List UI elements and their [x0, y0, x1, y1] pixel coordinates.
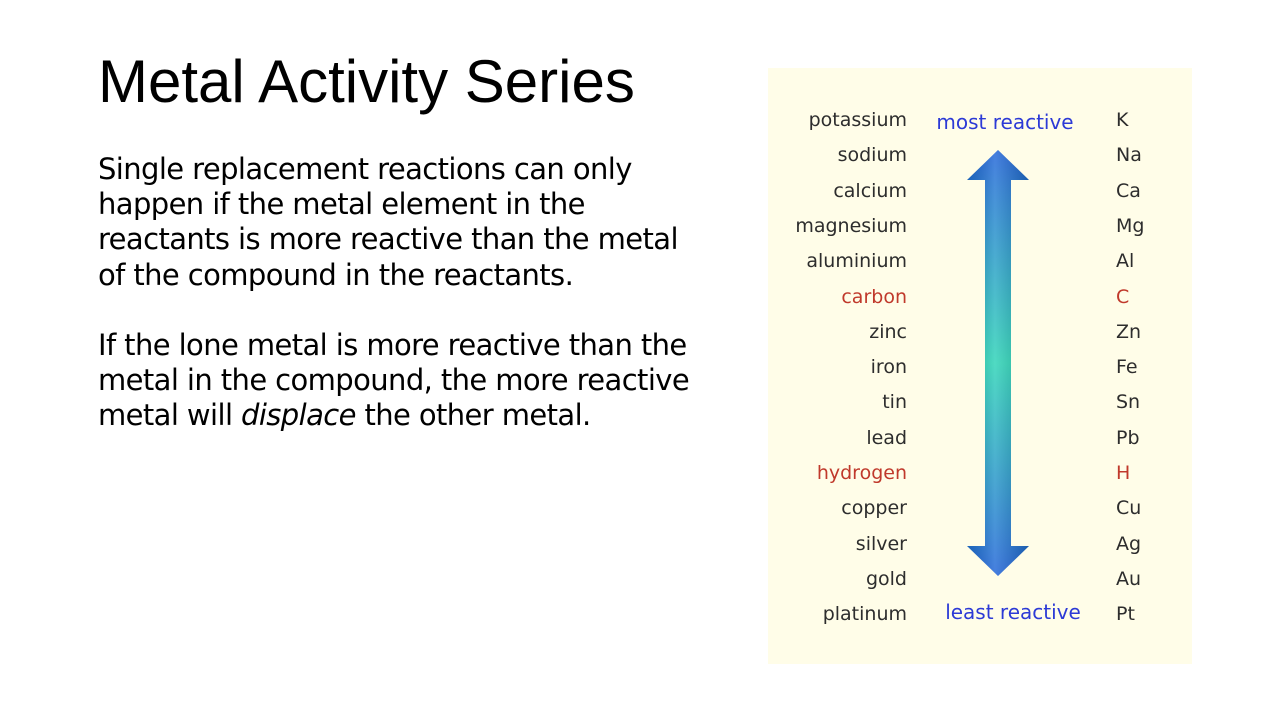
element-name: calcium — [833, 179, 907, 202]
element-symbol: Au — [1116, 567, 1142, 590]
slide-body — [98, 152, 698, 433]
element-symbol: Ag — [1116, 532, 1142, 555]
paragraph-displacement-part2: the other metal. — [355, 398, 591, 433]
paragraph-displacement — [98, 328, 698, 434]
element-name: potassium — [808, 109, 907, 131]
element-symbol: Al — [1116, 250, 1135, 273]
element-name: platinum — [822, 603, 907, 626]
element-symbol: Fe — [1116, 356, 1138, 379]
paragraph-single-replacement: Single replacement reactions can only happen if the metal element in the reactants is more reactive than the metal of the compound in the reactants. — [98, 152, 678, 292]
paragraph-spacer — [98, 293, 698, 328]
paragraph-displacement-part1: If the lone metal is more reactive than the metal in the compound, the more reactive metal will — [98, 327, 690, 433]
element-name: silver — [855, 532, 907, 555]
element-name: gold — [865, 567, 907, 590]
element-symbol: Pt — [1116, 603, 1135, 626]
element-symbol: Pb — [1116, 426, 1140, 449]
element-name: lead — [866, 426, 907, 449]
element-name: hydrogen — [816, 462, 907, 484]
element-symbol: Mg — [1116, 214, 1145, 237]
most-reactive-label: most reactive — [936, 110, 1074, 134]
element-name: magnesium — [795, 214, 907, 237]
displace-emphasis: displace — [241, 398, 356, 433]
element-symbol: Zn — [1116, 320, 1142, 343]
element-symbol: K — [1116, 109, 1129, 131]
element-name: carbon — [841, 285, 907, 308]
element-name: iron — [870, 356, 907, 379]
element-symbol: Sn — [1116, 391, 1141, 414]
element-name: tin — [882, 391, 907, 414]
least-reactive-label: least reactive — [945, 600, 1081, 624]
element-name: copper — [841, 497, 907, 520]
activity-series-panel — [768, 68, 1192, 664]
element-symbol: Cu — [1116, 497, 1142, 520]
slide-title: Metal Activity Series — [98, 48, 635, 115]
element-name: aluminium — [806, 250, 907, 273]
element-name: sodium — [837, 144, 907, 167]
element-symbol: H — [1116, 462, 1131, 484]
element-symbol: C — [1116, 285, 1130, 308]
element-name: zinc — [869, 320, 907, 343]
element-symbol: Ca — [1116, 179, 1141, 202]
element-symbol: Na — [1116, 144, 1142, 167]
